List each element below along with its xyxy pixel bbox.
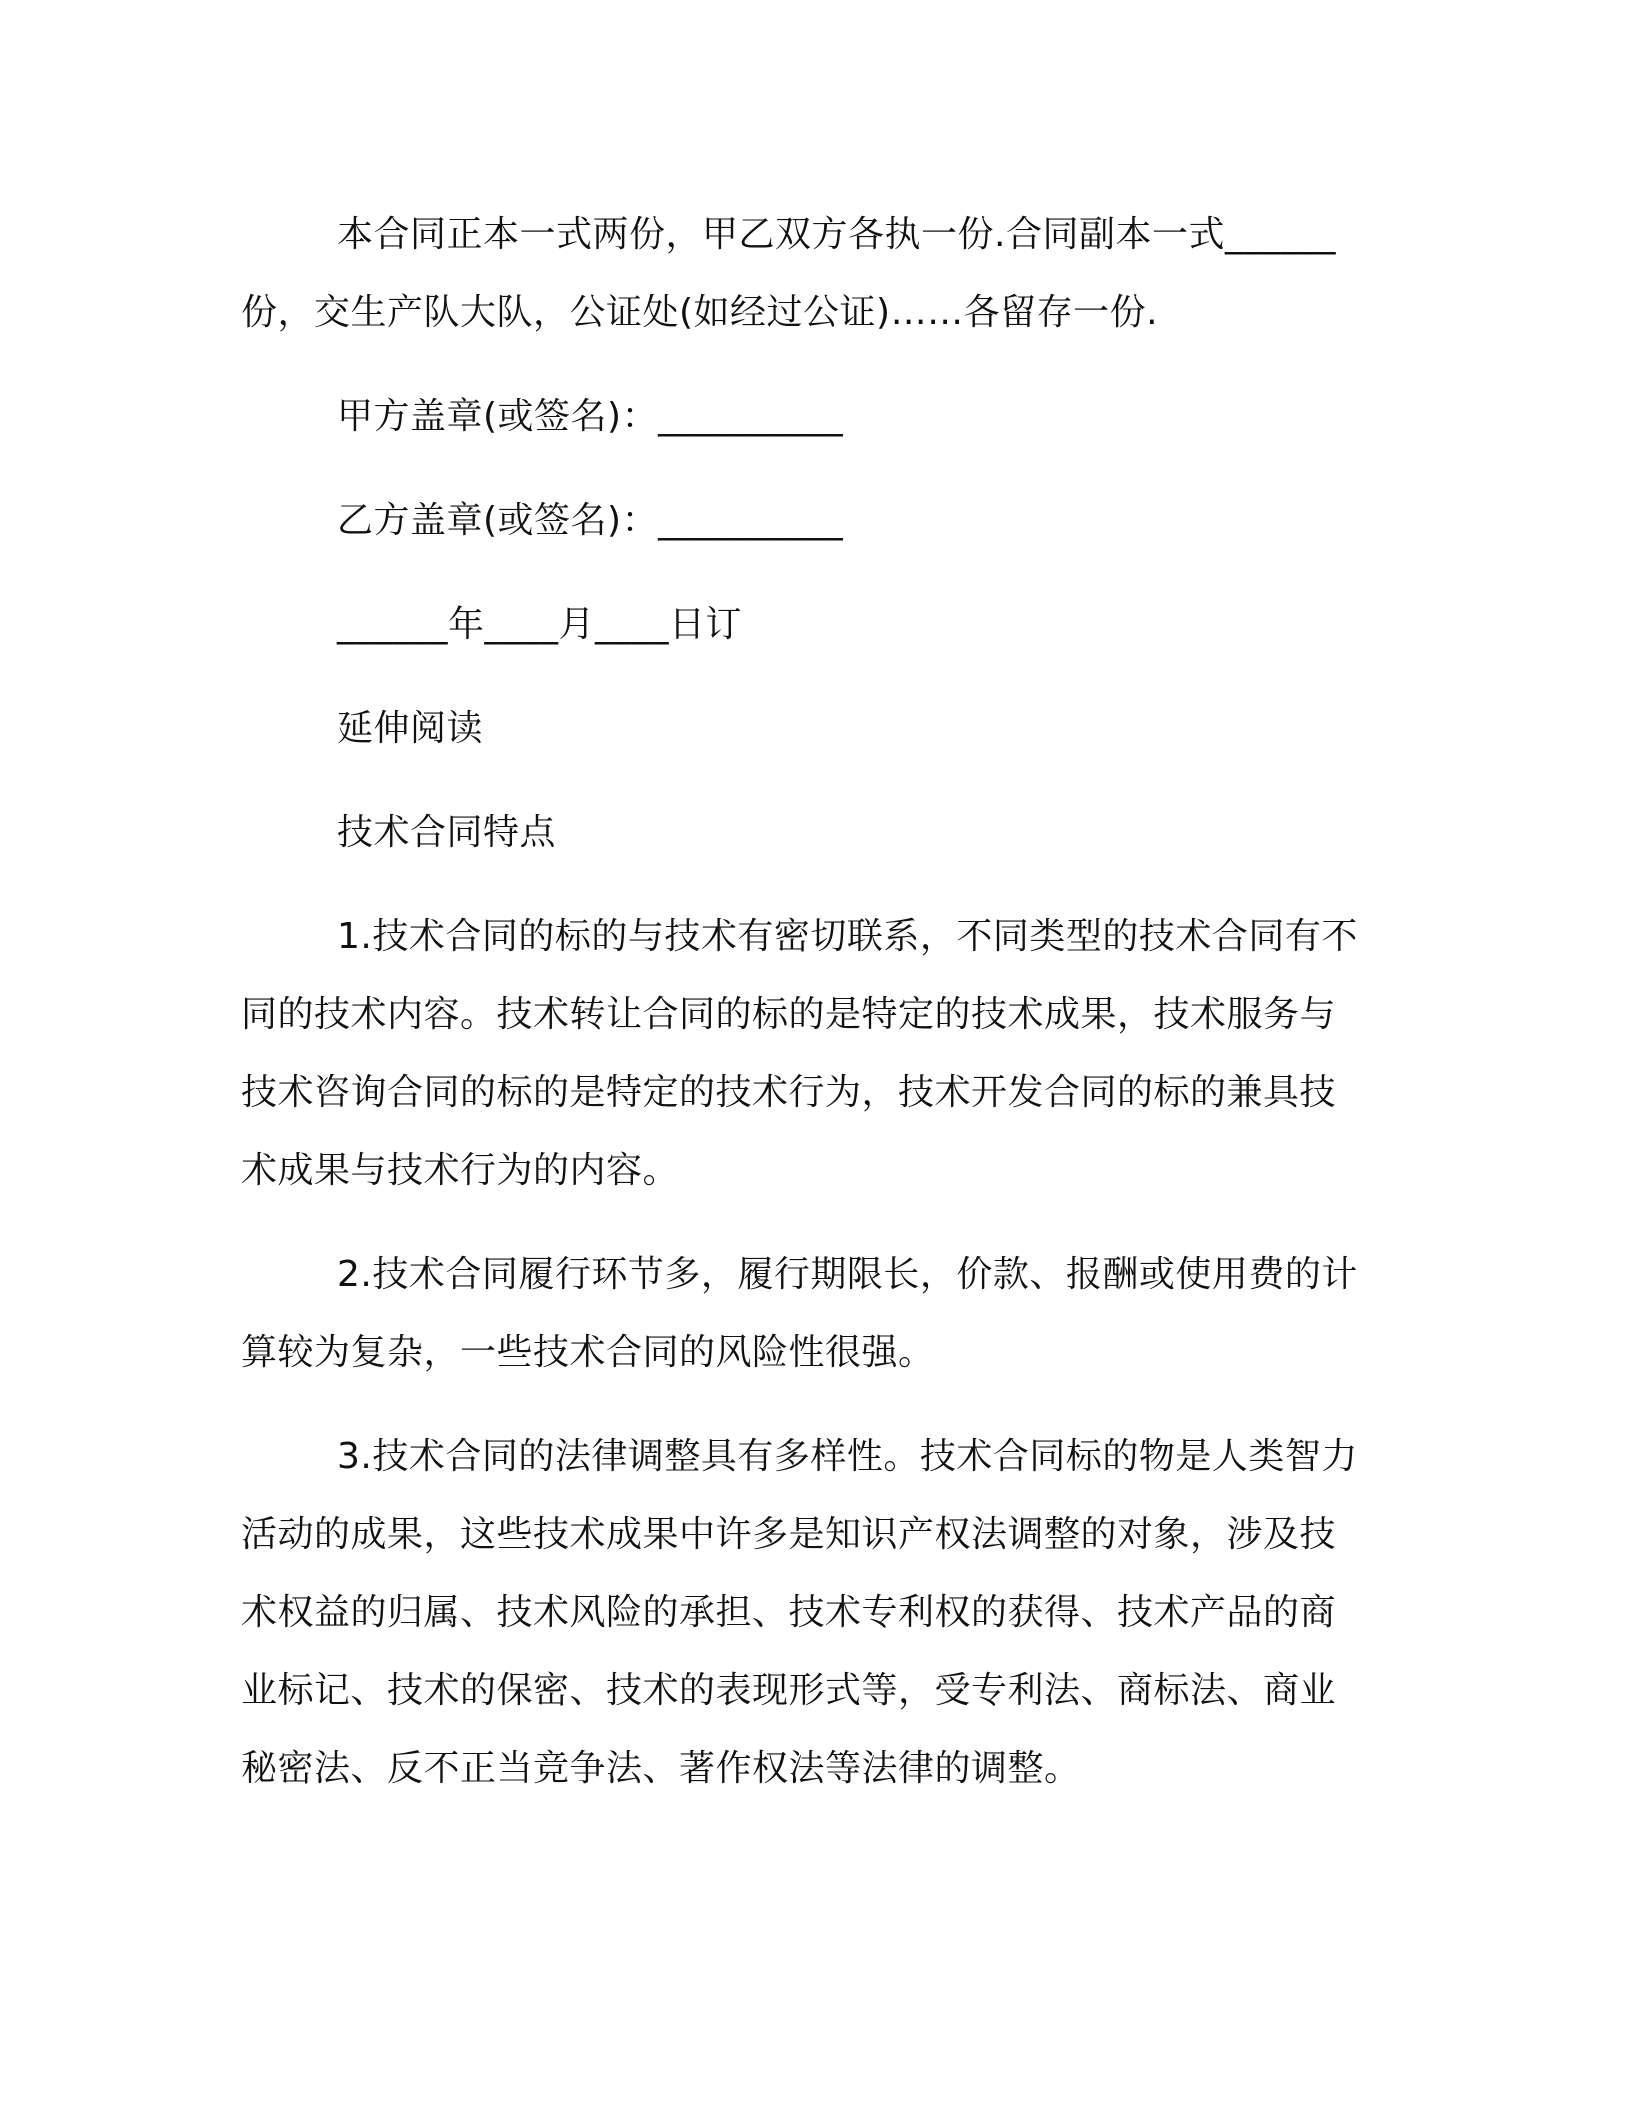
section-title: 技术合同特点 bbox=[337, 812, 557, 853]
point-2-line-2: 算较为复杂，一些技术合同的风险性很强。 bbox=[241, 1332, 935, 1373]
point-3-paragraph bbox=[241, 1418, 1373, 1808]
point-1-paragraph bbox=[241, 898, 1373, 1210]
extended-reading-heading: 延伸阅读 bbox=[337, 708, 484, 749]
point-1-line-3: 技术咨询合同的标的是特定的技术行为，技术开发合同的标的兼具技 bbox=[241, 1072, 1337, 1113]
copies-line-1: 本合同正本一式两份，甲乙双方各执一份.合同副本一式______ bbox=[337, 214, 1336, 255]
copies-paragraph bbox=[241, 196, 1373, 352]
point-1-line-2: 同的技术内容。技术转让合同的标的是特定的技术成果，技术服务与 bbox=[241, 994, 1337, 1035]
point-3-line-4: 业标记、技术的保密、技术的表现形式等，受专利法、商标法、商业 bbox=[241, 1670, 1337, 1711]
point-2-paragraph bbox=[241, 1236, 1373, 1392]
point-2-line-1: 2.技术合同履行环节多，履行期限长，价款、报酬或使用费的计 bbox=[337, 1254, 1358, 1295]
point-1-line-1: 1.技术合同的标的与技术有密切联系，不同类型的技术合同有不 bbox=[337, 916, 1358, 957]
point-3-line-3: 术权益的归属、技术风险的承担、技术专利权的获得、技术产品的商 bbox=[241, 1592, 1337, 1633]
copies-line-2: 份，交生产队大队，公证处(如经过公证)……各留存一份. bbox=[241, 292, 1159, 333]
document-page bbox=[241, 196, 1373, 1808]
point-3-line-5: 秘密法、反不正当竞争法、著作权法等法律的调整。 bbox=[241, 1748, 1081, 1789]
party-a-signature: 甲方盖章(或签名)：__________ bbox=[337, 396, 844, 437]
party-b-signature: 乙方盖章(或签名)：__________ bbox=[337, 500, 844, 541]
point-1-line-4: 术成果与技术行为的内容。 bbox=[241, 1150, 680, 1191]
point-3-line-2: 活动的成果，这些技术成果中许多是知识产权法调整的对象，涉及技 bbox=[241, 1514, 1337, 1555]
point-3-line-1: 3.技术合同的法律调整具有多样性。技术合同标的物是人类智力 bbox=[337, 1436, 1358, 1477]
date-line: ______年____月____日订 bbox=[337, 604, 743, 645]
